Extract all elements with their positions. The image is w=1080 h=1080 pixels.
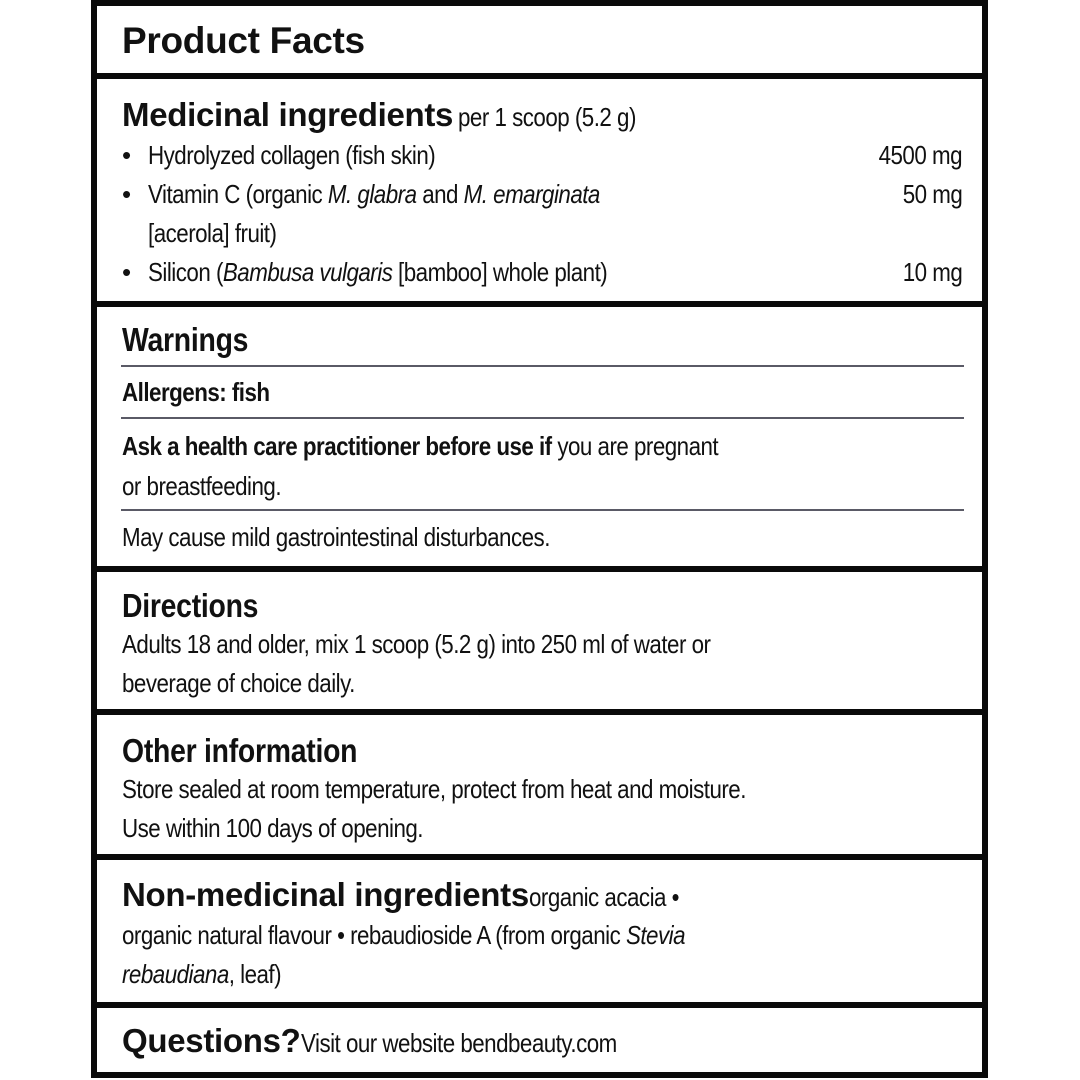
thin-rule: [121, 365, 964, 367]
text: and: [416, 179, 464, 209]
product-facts-panel: [91, 0, 988, 1078]
ingredient-name: [148, 179, 600, 210]
amount-text: 50 mg: [902, 179, 962, 209]
website-text[interactable]: Visit our website bendbeauty.com: [300, 1028, 617, 1058]
amount-text: 10 mg: [902, 257, 962, 287]
text: Store sealed at room temperature, protect from heat and moisture.: [122, 774, 746, 804]
ingredient-amount: [865, 140, 962, 171]
text: beverage of choice daily.: [122, 668, 355, 698]
allergens-text: [122, 377, 294, 408]
bold-text: Ask a health care practitioner before use if: [122, 431, 552, 461]
latin-name: Stevia: [625, 920, 686, 950]
medicinal-serving: per 1 scoop (5.2 g): [457, 102, 636, 132]
heading-text: Other information: [122, 732, 358, 769]
nonmedicinal-heading: Non-medicinal ingredients: [122, 876, 529, 913]
other-info-line: [122, 774, 848, 805]
bullet-icon: •: [122, 179, 131, 209]
section-divider: [97, 566, 982, 572]
questions-line: [122, 1022, 668, 1060]
panel-title: Product Facts: [122, 20, 365, 61]
latin-name: rebaudiana: [122, 959, 229, 989]
ingredient-row: [122, 257, 962, 293]
bullet-icon: •: [122, 140, 131, 170]
text: or breastfeeding.: [122, 471, 282, 501]
other-info-line: [122, 813, 472, 844]
thin-rule: [121, 417, 964, 419]
nonmedicinal-line: [122, 959, 307, 990]
warnings-heading: [122, 321, 269, 359]
questions-heading: Questions?: [122, 1022, 301, 1059]
text: organic natural flavour • rebaudioside A (from organic: [122, 920, 626, 950]
latin-name: M. glabra: [327, 179, 417, 209]
heading-text: Directions: [122, 587, 259, 624]
section-divider: [97, 301, 982, 307]
bullet-icon: •: [122, 257, 131, 287]
directions-heading: [122, 587, 280, 625]
section-divider: [97, 709, 982, 715]
other-info-heading: [122, 732, 396, 770]
text: May cause mild gastrointestinal disturbances.: [122, 522, 550, 552]
directions-line: [122, 668, 393, 699]
thin-rule: [121, 509, 964, 511]
medicinal-header: [122, 96, 664, 134]
section-divider: [97, 1002, 982, 1008]
ingredient-row: [122, 140, 962, 176]
latin-name: M. emarginata: [463, 179, 600, 209]
ingredient-continuation: [122, 218, 962, 254]
text: Adults 18 and older, mix 1 scoop (5.2 g) into 250 ml of water or: [122, 629, 711, 659]
ask-practitioner-text: [122, 431, 815, 462]
ingredient-amount: [893, 257, 962, 288]
latin-name: Bambusa vulgaris: [222, 257, 393, 287]
section-divider: [97, 73, 982, 79]
text: Silicon (: [148, 257, 223, 287]
continuation-text: [acerola] fruit): [148, 218, 277, 248]
text: Allergens: fish: [122, 377, 270, 407]
ingredient-name: [148, 257, 607, 288]
nonmedicinal-line: [122, 920, 777, 951]
directions-line: [122, 629, 806, 660]
text: you are pregnant: [551, 431, 719, 461]
ingredient-row: [122, 179, 962, 215]
text: Use within 100 days of opening.: [122, 813, 423, 843]
amount-text: 4500 mg: [878, 140, 962, 170]
text: , leaf): [228, 959, 282, 989]
ingredient-name: Hydrolyzed collagen (fish skin): [148, 140, 436, 170]
text: organic acacia •: [528, 882, 679, 912]
nonmedicinal-header: [122, 876, 703, 914]
side-effect-text: [122, 522, 620, 553]
heading-text: Warnings: [122, 321, 249, 358]
text: [bamboo] whole plant): [392, 257, 608, 287]
section-divider: [97, 854, 982, 860]
text: Vitamin C (organic: [148, 179, 328, 209]
ask-practitioner-line2: [122, 471, 307, 502]
ingredient-amount: [893, 179, 962, 210]
medicinal-heading: Medicinal ingredients: [122, 96, 454, 133]
